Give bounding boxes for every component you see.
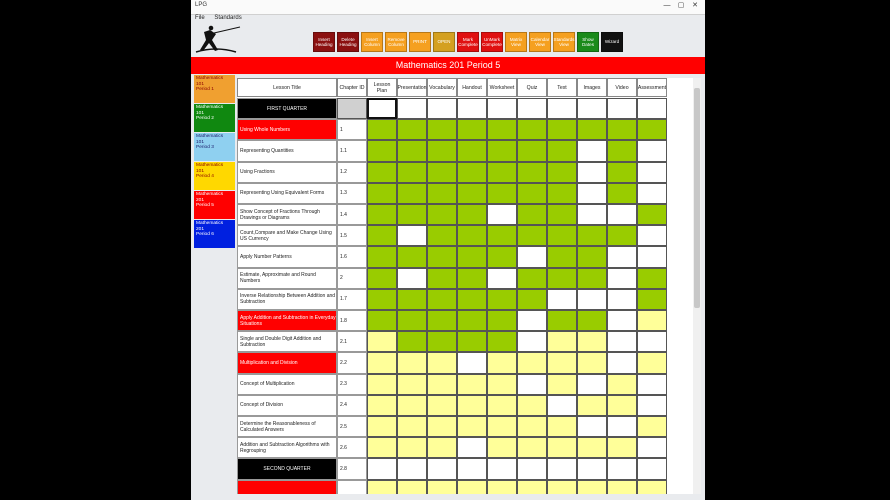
grid-cell[interactable]: [367, 310, 397, 331]
chapter-id[interactable]: 1.7: [337, 289, 367, 310]
grid-cell[interactable]: [607, 268, 637, 289]
grid-cell[interactable]: [607, 416, 637, 437]
grid-cell[interactable]: [517, 374, 547, 395]
grid-cell[interactable]: [607, 225, 637, 246]
grid-cell[interactable]: [457, 395, 487, 416]
grid-cell[interactable]: [427, 162, 457, 183]
lesson-title[interactable]: FIRST QUARTER: [237, 98, 337, 119]
column-header[interactable]: Assessment: [637, 78, 667, 97]
grid-cell[interactable]: [427, 437, 457, 458]
grid-cell[interactable]: [637, 119, 667, 140]
class-item-5[interactable]: Mathematics 201 Period 5: [194, 191, 235, 219]
grid-cell[interactable]: [577, 331, 607, 352]
grid-cell[interactable]: [637, 183, 667, 204]
grid-cell[interactable]: [637, 310, 667, 331]
grid-cell[interactable]: [637, 437, 667, 458]
grid-cell[interactable]: [517, 331, 547, 352]
toolbar: [313, 32, 623, 52]
grid-cell[interactable]: [457, 374, 487, 395]
grid-cell[interactable]: [397, 437, 427, 458]
grid-cell[interactable]: [547, 480, 577, 494]
grid-cell[interactable]: [397, 352, 427, 373]
grid-cell[interactable]: [607, 140, 637, 161]
grid-cell[interactable]: [397, 225, 427, 246]
grid-cell[interactable]: [547, 437, 577, 458]
grid-cell[interactable]: [487, 162, 517, 183]
grid-cell[interactable]: [607, 458, 637, 479]
grid-cell[interactable]: [607, 119, 637, 140]
grid-cell[interactable]: [487, 437, 517, 458]
grid-cell[interactable]: [457, 458, 487, 479]
toolbar-button-12[interactable]: Wizard: [601, 32, 623, 52]
grid-cell[interactable]: [397, 480, 427, 494]
grid-cell[interactable]: [517, 162, 547, 183]
grid-cell[interactable]: [607, 162, 637, 183]
toolbar-button-5[interactable]: OPEN: [433, 32, 455, 52]
grid-cell[interactable]: [517, 268, 547, 289]
grid-cell[interactable]: [577, 140, 607, 161]
chapter-id[interactable]: 2.3: [337, 374, 367, 395]
chapter-id[interactable]: 1.2: [337, 162, 367, 183]
grid-cell[interactable]: [487, 183, 517, 204]
grid-cell[interactable]: [427, 204, 457, 225]
lesson-title[interactable]: Count,Compare and Make Change Using US Currency: [237, 225, 337, 246]
grid-cell[interactable]: [607, 246, 637, 267]
grid-cell[interactable]: [397, 268, 427, 289]
chapter-id[interactable]: 2.5: [337, 416, 367, 437]
grid-cell[interactable]: [607, 480, 637, 494]
grid-cell[interactable]: [637, 374, 667, 395]
column-header[interactable]: Video: [607, 78, 637, 97]
class-item-4[interactable]: Mathematics 101 Period 4: [194, 162, 235, 190]
close-button[interactable]: ✕: [692, 2, 698, 9]
grid-cell[interactable]: [577, 310, 607, 331]
grid-cell[interactable]: [577, 437, 607, 458]
grid-cell[interactable]: [457, 289, 487, 310]
scroll-thumb[interactable]: [694, 88, 700, 308]
grid-cell[interactable]: [427, 183, 457, 204]
column-header[interactable]: Worksheet: [487, 78, 517, 97]
grid-cell[interactable]: [427, 268, 457, 289]
grid-cell[interactable]: [367, 183, 397, 204]
grid-cell[interactable]: [637, 395, 667, 416]
grid-cell[interactable]: [517, 416, 547, 437]
column-header[interactable]: Lesson Plan: [367, 78, 397, 97]
lesson-title[interactable]: Determine the Reasonableness of Calculated Answers: [237, 416, 337, 437]
grid-cell[interactable]: [487, 331, 517, 352]
grid-cell[interactable]: [607, 289, 637, 310]
grid-cell[interactable]: [397, 458, 427, 479]
grid-cell[interactable]: [577, 246, 607, 267]
lesson-title[interactable]: Representing Using Equivalent Forms: [237, 183, 337, 204]
grid-cell[interactable]: [517, 98, 547, 119]
grid-cell[interactable]: [547, 140, 577, 161]
grid-cell[interactable]: [637, 289, 667, 310]
grid-cell[interactable]: [547, 119, 577, 140]
grid-cell[interactable]: [487, 395, 517, 416]
grid-cell[interactable]: [367, 374, 397, 395]
grid-cell[interactable]: [547, 374, 577, 395]
grid-cell[interactable]: [367, 268, 397, 289]
grid-cell[interactable]: [577, 225, 607, 246]
menu-file[interactable]: File: [195, 15, 205, 21]
grid-cell[interactable]: [577, 458, 607, 479]
toolbar-button-8[interactable]: Matrix View: [505, 32, 527, 52]
grid-cell[interactable]: [457, 437, 487, 458]
lesson-title[interactable]: Addition and Subtraction Algorithms with Regrouping: [237, 437, 337, 458]
grid-cell[interactable]: [487, 268, 517, 289]
grid-cell[interactable]: [397, 310, 427, 331]
vertical-scrollbar[interactable]: [693, 78, 701, 494]
grid-cell[interactable]: [517, 289, 547, 310]
toolbar-button-0[interactable]: Insert Heading: [313, 32, 335, 52]
grid-cell[interactable]: [547, 246, 577, 267]
chapter-id[interactable]: 1.8: [337, 310, 367, 331]
grid-cell[interactable]: [457, 98, 487, 119]
grid-cell[interactable]: [487, 480, 517, 494]
grid-cell[interactable]: [427, 416, 457, 437]
chapter-id[interactable]: 1.3: [337, 183, 367, 204]
grid-cell[interactable]: [517, 119, 547, 140]
toolbar-button-4[interactable]: PRINT: [409, 32, 431, 52]
grid-cell[interactable]: [577, 352, 607, 373]
grid-cell[interactable]: [637, 416, 667, 437]
grid-cell[interactable]: [487, 416, 517, 437]
grid-cell[interactable]: [637, 225, 667, 246]
column-header[interactable]: Text: [547, 78, 577, 97]
grid-cell[interactable]: [487, 458, 517, 479]
grid-cell[interactable]: [427, 480, 457, 494]
grid-cell[interactable]: [457, 246, 487, 267]
lesson-title[interactable]: [237, 480, 337, 494]
grid-cell[interactable]: [547, 225, 577, 246]
chapter-id[interactable]: 1: [337, 119, 367, 140]
grid-cell[interactable]: [517, 395, 547, 416]
grid-cell[interactable]: [397, 162, 427, 183]
grid-cell[interactable]: [607, 352, 637, 373]
minimize-button[interactable]: —: [663, 2, 671, 9]
toolbar-button-11[interactable]: Show Dates: [577, 32, 599, 52]
grid-cell[interactable]: [487, 310, 517, 331]
grid-cell[interactable]: [607, 395, 637, 416]
chapter-id[interactable]: 1.6: [337, 246, 367, 267]
grid-cell[interactable]: [367, 204, 397, 225]
lesson-title[interactable]: Show Concept of Fractions Through Drawings or Diagrams: [237, 204, 337, 225]
lesson-title[interactable]: Multiplication and Division: [237, 352, 337, 373]
grid-cell[interactable]: [397, 183, 427, 204]
window-title: LPG: [195, 2, 208, 8]
class-sidebar: [194, 75, 235, 249]
grid-cell[interactable]: [517, 437, 547, 458]
toolbar-button-3[interactable]: Remove Column: [385, 32, 407, 52]
lesson-title[interactable]: Inverse Relationship Between Addition and Subtraction: [237, 289, 337, 310]
toolbar-button-7[interactable]: UnMark Complete: [481, 32, 503, 52]
grid-cell[interactable]: [517, 225, 547, 246]
grid-cell[interactable]: [637, 268, 667, 289]
grid-cell[interactable]: [457, 310, 487, 331]
class-item-6[interactable]: Mathematics 201 Period 6: [194, 220, 235, 248]
grid-cell[interactable]: [547, 352, 577, 373]
column-header[interactable]: Lesson Title: [237, 78, 337, 97]
grid-cell[interactable]: [397, 395, 427, 416]
grid-cell[interactable]: [637, 98, 667, 119]
grid-cell[interactable]: [577, 268, 607, 289]
grid-cell[interactable]: [397, 374, 427, 395]
lesson-title[interactable]: Concept of Multiplication: [237, 374, 337, 395]
grid-cell[interactable]: [427, 374, 457, 395]
toolbar-button-6[interactable]: Mark Complete: [457, 32, 479, 52]
grid-cell[interactable]: [607, 310, 637, 331]
grid-cell[interactable]: [367, 395, 397, 416]
grid-cell[interactable]: [577, 183, 607, 204]
grid-cell[interactable]: [427, 310, 457, 331]
grid-cell[interactable]: [547, 331, 577, 352]
grid-cell[interactable]: [367, 162, 397, 183]
toolbar-button-2[interactable]: Insert Column: [361, 32, 383, 52]
grid-cell[interactable]: [637, 331, 667, 352]
toolbar-button-1[interactable]: Delete Heading: [337, 32, 359, 52]
grid-cell[interactable]: [637, 162, 667, 183]
column-header[interactable]: Vocabulary: [427, 78, 457, 97]
grid-cell[interactable]: [427, 289, 457, 310]
grid-cell[interactable]: [457, 416, 487, 437]
chapter-id[interactable]: 1.4: [337, 204, 367, 225]
grid-cell[interactable]: [637, 458, 667, 479]
lesson-title[interactable]: Single and Double Digit Addition and Subtraction: [237, 331, 337, 352]
grid-cell[interactable]: [577, 374, 607, 395]
grid-cell[interactable]: [637, 352, 667, 373]
grid-cell[interactable]: [397, 119, 427, 140]
grid-cell[interactable]: [457, 480, 487, 494]
grid-cell[interactable]: [517, 480, 547, 494]
grid-cell[interactable]: [337, 98, 367, 119]
grid-cell[interactable]: [427, 140, 457, 161]
grid-cell[interactable]: [517, 246, 547, 267]
grid-cell[interactable]: [607, 374, 637, 395]
grid-cell[interactable]: [367, 225, 397, 246]
grid-cell[interactable]: [457, 225, 487, 246]
grid-cell[interactable]: [367, 416, 397, 437]
chapter-id[interactable]: 2.2: [337, 352, 367, 373]
lesson-title[interactable]: Using Fractions: [237, 162, 337, 183]
maximize-button[interactable]: ▢: [677, 2, 685, 9]
grid-cell[interactable]: [577, 204, 607, 225]
grid-cell[interactable]: [457, 268, 487, 289]
grid-cell[interactable]: [397, 204, 427, 225]
grid-cell[interactable]: [457, 119, 487, 140]
toolbar-button-10[interactable]: Standards View: [553, 32, 575, 52]
column-header[interactable]: Chapter ID: [337, 78, 367, 97]
class-item-3[interactable]: Mathematics 101 Period 3: [194, 133, 235, 161]
lesson-title[interactable]: Representing Quantities: [237, 140, 337, 161]
grid-cell[interactable]: [427, 98, 457, 119]
lesson-grid: [237, 78, 693, 494]
grid-cell[interactable]: [607, 98, 637, 119]
lesson-title[interactable]: Estimate, Approximate and Round Numbers: [237, 268, 337, 289]
grid-cell[interactable]: [457, 352, 487, 373]
grid-cell[interactable]: [427, 458, 457, 479]
grid-cell[interactable]: [427, 119, 457, 140]
grid-cell[interactable]: [547, 162, 577, 183]
chapter-id[interactable]: 1.1: [337, 140, 367, 161]
grid-cell[interactable]: [547, 289, 577, 310]
column-header[interactable]: Quiz: [517, 78, 547, 97]
chapter-id[interactable]: [337, 480, 367, 494]
grid-cell[interactable]: [367, 140, 397, 161]
grid-cell[interactable]: [457, 204, 487, 225]
grid-cell[interactable]: [487, 140, 517, 161]
grid-cell[interactable]: [367, 246, 397, 267]
grid-cell[interactable]: [427, 395, 457, 416]
grid-cell[interactable]: [577, 162, 607, 183]
grid-cell[interactable]: [457, 331, 487, 352]
grid-cell[interactable]: [637, 246, 667, 267]
chapter-id[interactable]: 2.1: [337, 331, 367, 352]
grid-cell[interactable]: [397, 416, 427, 437]
grid-cell[interactable]: [517, 140, 547, 161]
grid-cell[interactable]: [457, 140, 487, 161]
grid-cell[interactable]: [577, 119, 607, 140]
toolbar-button-9[interactable]: Calendar View: [529, 32, 551, 52]
grid-cell[interactable]: [397, 98, 427, 119]
grid-cell[interactable]: [607, 331, 637, 352]
grid-cell[interactable]: [367, 437, 397, 458]
lesson-title[interactable]: SECOND QUARTER: [237, 458, 337, 479]
class-item-1[interactable]: Mathematics 101 Period 1: [194, 75, 235, 103]
selected-cell[interactable]: [367, 98, 397, 119]
grid-cell[interactable]: [367, 119, 397, 140]
grid-cell[interactable]: [397, 289, 427, 310]
grid-cell[interactable]: [487, 225, 517, 246]
grid-cell[interactable]: [547, 204, 577, 225]
grid-cell[interactable]: [517, 310, 547, 331]
column-header[interactable]: Handout: [457, 78, 487, 97]
grid-cell[interactable]: [457, 162, 487, 183]
lesson-title[interactable]: Apply Addition and Subtraction in Everyday Situations: [237, 310, 337, 331]
grid-cell[interactable]: [547, 395, 577, 416]
menu-standards[interactable]: Standards: [214, 15, 242, 21]
grid-cell[interactable]: [547, 310, 577, 331]
grid-cell[interactable]: [427, 246, 457, 267]
grid-cell[interactable]: [517, 352, 547, 373]
grid-cell[interactable]: [577, 395, 607, 416]
column-header[interactable]: Presentation: [397, 78, 427, 97]
column-header[interactable]: Images: [577, 78, 607, 97]
grid-cell[interactable]: [487, 352, 517, 373]
grid-cell[interactable]: [367, 352, 397, 373]
grid-cell[interactable]: [517, 183, 547, 204]
grid-cell[interactable]: [367, 289, 397, 310]
grid-cell[interactable]: [427, 225, 457, 246]
grid-cell[interactable]: [577, 480, 607, 494]
grid-cell[interactable]: [397, 331, 427, 352]
grid-cell[interactable]: [637, 204, 667, 225]
grid-cell[interactable]: [547, 458, 577, 479]
lesson-title[interactable]: Using Whole Numbers: [237, 119, 337, 140]
grid-cell[interactable]: [547, 183, 577, 204]
grid-cell[interactable]: [397, 140, 427, 161]
fencer-logo-icon: [194, 24, 242, 54]
chapter-id[interactable]: 2: [337, 268, 367, 289]
grid-cell[interactable]: [547, 268, 577, 289]
grid-cell[interactable]: [457, 183, 487, 204]
grid-cell[interactable]: [517, 458, 547, 479]
grid-cell[interactable]: [367, 331, 397, 352]
grid-cell[interactable]: [367, 480, 397, 494]
grid-cell[interactable]: [637, 480, 667, 494]
grid-cell[interactable]: [547, 416, 577, 437]
grid-cell[interactable]: [487, 119, 517, 140]
chapter-id[interactable]: 1.5: [337, 225, 367, 246]
grid-cell[interactable]: [607, 437, 637, 458]
grid-cell[interactable]: [577, 98, 607, 119]
title-bar: [191, 0, 705, 15]
grid-cell[interactable]: [367, 458, 397, 479]
grid-cell[interactable]: [547, 98, 577, 119]
lesson-title[interactable]: Apply Number Patterns: [237, 246, 337, 267]
class-item-2[interactable]: Mathematics 101 Period 2: [194, 104, 235, 132]
grid-cell[interactable]: [607, 204, 637, 225]
grid-cell[interactable]: [577, 289, 607, 310]
grid-cell[interactable]: [427, 331, 457, 352]
grid-cell[interactable]: [397, 246, 427, 267]
grid-cell[interactable]: [607, 183, 637, 204]
grid-cell[interactable]: [577, 416, 607, 437]
chapter-id[interactable]: 2.4: [337, 395, 367, 416]
chapter-id[interactable]: 2.6: [337, 437, 367, 458]
grid-cell[interactable]: [517, 204, 547, 225]
grid-cell[interactable]: [427, 352, 457, 373]
grid-cell[interactable]: [487, 289, 517, 310]
grid-cell[interactable]: [487, 246, 517, 267]
grid-cell[interactable]: [487, 374, 517, 395]
page-title: Mathematics 201 Period 5: [191, 57, 705, 74]
lesson-title[interactable]: Concept of Division: [237, 395, 337, 416]
app-window: [191, 0, 705, 500]
grid-cell[interactable]: [637, 140, 667, 161]
grid-cell[interactable]: [487, 98, 517, 119]
chapter-id[interactable]: 2.8: [337, 458, 367, 479]
grid-cell[interactable]: [487, 204, 517, 225]
